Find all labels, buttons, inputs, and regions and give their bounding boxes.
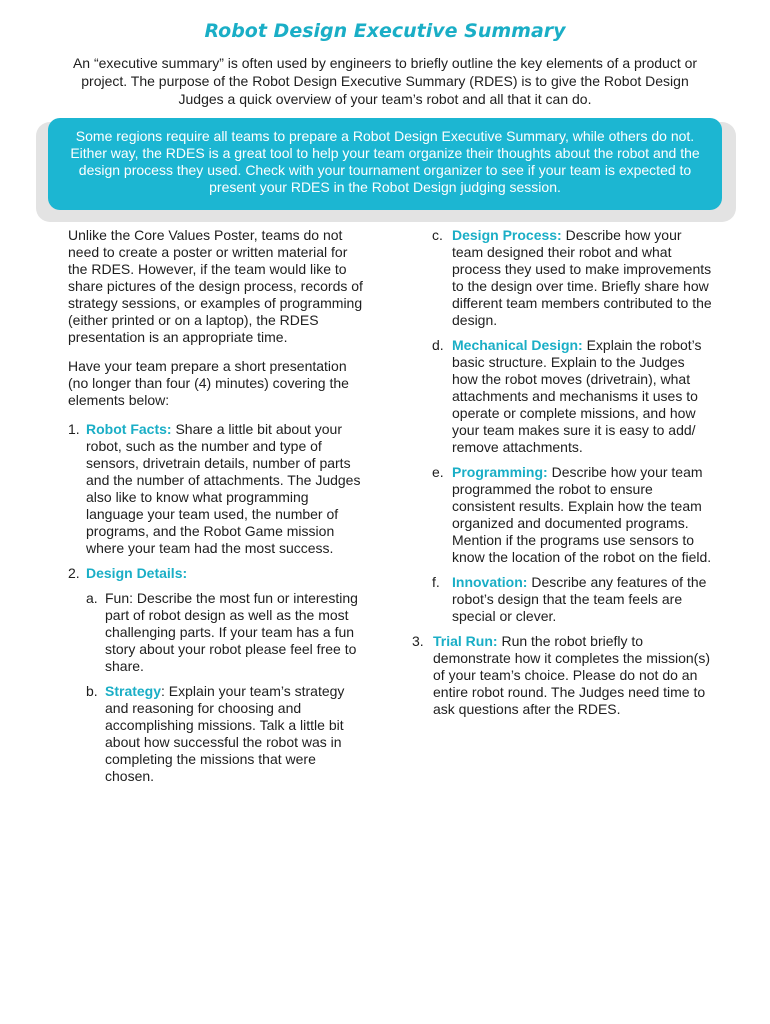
list-letter: c. (432, 227, 443, 243)
list-number: 1. (68, 421, 80, 437)
trial-run-text: Run the robot briefly to demonstrate how it completes the mission(s) of your team’s choice. Please do not do an entire robot round. The Judges need time to ask questions after the RDES. (433, 633, 710, 717)
programming-label: Programming: (452, 464, 548, 480)
list-item-mechanical-design (432, 337, 712, 456)
list-item-programming (432, 464, 712, 566)
callout-box: Some regions require all teams to prepare a Robot Design Executive Summary, while others do not. Either way, the RDES is a great tool to help your team organize their thoughts about the robot and the design process they used. Check with your tournament organizer to see if your team is expected to present your RDES in the Robot Design judging session. (48, 118, 722, 210)
right-column (412, 227, 712, 726)
left-column (68, 227, 368, 793)
list-number: 2. (68, 565, 80, 581)
left-paragraph-1: Unlike the Core Values Poster, teams do not need to create a poster or written material for the RDES. However, if the team would like to share pictures of the design process, records of strategy sessions, or examples of programming (either printed or on a laptop), the RDES presentation is an appropriate time. (68, 227, 363, 345)
trial-run-label: Trial Run: (433, 633, 498, 649)
robot-facts-text: Share a little bit about your robot, such as the number and type of sensors, drivetrain details, number of parts and the number of attachments. The Judges also like to know what programming language your team used, the number of programs, and the Robot Game mission where your team had the most success. (86, 421, 361, 556)
list-item-fun (86, 590, 368, 675)
list-number: 3. (412, 633, 424, 649)
strategy-label: Strategy (105, 683, 162, 699)
list-item-robot-facts (68, 421, 368, 557)
design-process-label: Design Process: (452, 227, 562, 243)
intro-paragraph: An “executive summary” is often used by engineers to briefly outline the key elements of a product or project. The purpose of the Robot Design Executive Summary (RDES) is to give the Robot Design Judges a quick overview of your team’s robot and all that it can do. (72, 55, 698, 107)
list-item-trial-run (412, 633, 712, 718)
list-item-strategy (86, 683, 368, 785)
programming-text: Describe how your team programmed the robot to ensure consistent results. Explain how the team organized and documented programs. Mention if the programs use sensors to know the location of the robot on the field. (452, 464, 712, 565)
list-letter: b. (86, 683, 98, 699)
list-letter: e. (432, 464, 444, 480)
fun-text: Fun: Describe the most fun or interesting part of robot design as well as the most challenging parts. If your team has a fun story about your robot please feel free to share. (105, 590, 358, 674)
list-letter: f. (432, 574, 440, 590)
list-item-design-details (68, 565, 368, 582)
strategy-text: : Explain your team’s strategy and reasoning for choosing and accomplishing missions. Talk a little bit about how successful the robot was in completing the missions that were chosen. (105, 683, 345, 784)
innovation-text: Describe any features of the robot’s design that the team feels are special or clever. (452, 574, 707, 624)
list-item-innovation (432, 574, 712, 625)
design-details-label: Design Details: (86, 565, 188, 581)
mechanical-design-label: Mechanical Design: (452, 337, 583, 353)
list-letter: a. (86, 590, 98, 606)
design-process-text: Describe how your team designed their robot and what process they used to make improvements to the design over time. Briefly share how different team members contributed to the design. (452, 227, 712, 328)
list-letter: d. (432, 337, 444, 353)
robot-facts-label: Robot Facts: (86, 421, 172, 437)
mechanical-design-text: Explain the robot’s basic structure. Explain to the Judges how the robot moves (drivetrain), what attachments and mechanisms it uses to operate or complete missions, and how your team makes sure it is easy to add/ remove attachments. (452, 337, 702, 455)
innovation-label: Innovation: (452, 574, 528, 590)
page-title: Robot Design Executive Summary (204, 20, 566, 42)
list-item-design-process (432, 227, 712, 329)
left-paragraph-2: Have your team prepare a short presentation (no longer than four (4) minutes) covering the elements below: (68, 358, 349, 408)
